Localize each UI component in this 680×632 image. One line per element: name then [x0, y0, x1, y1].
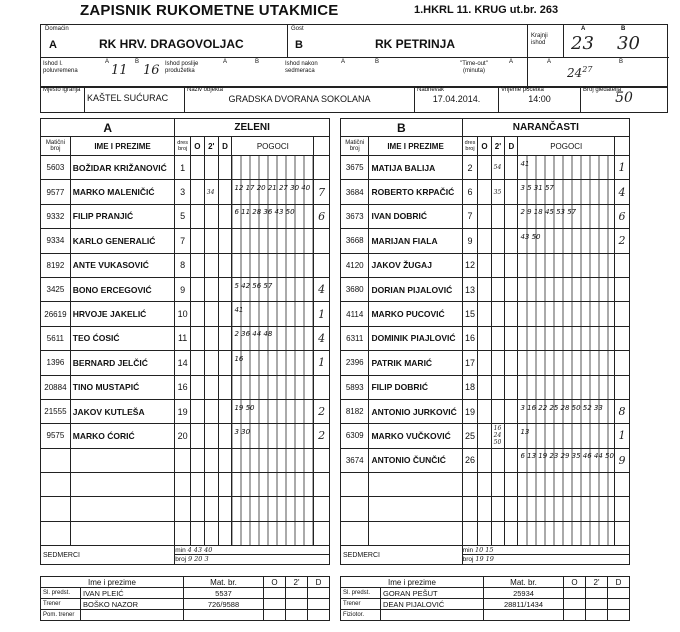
player-name	[70, 497, 175, 521]
goal-minutes: 43 50	[520, 232, 541, 241]
two-minute	[204, 326, 218, 350]
player-row	[341, 277, 630, 301]
goal-total	[614, 497, 629, 521]
player-row	[41, 302, 330, 326]
final-score-a: 23	[571, 33, 594, 54]
two-minute	[491, 521, 505, 545]
home-label: Domaćin	[45, 26, 69, 32]
player-number: 5603	[41, 156, 71, 180]
player-number: 3674	[341, 448, 369, 472]
two-minute	[491, 473, 505, 497]
guest-team-name: RK PETRINJA	[375, 37, 456, 51]
two-minute	[204, 229, 218, 253]
goal-total	[614, 326, 629, 350]
official-role: Trener	[341, 599, 381, 610]
official-name: IVAN PLEIĆ	[81, 588, 184, 599]
jersey-number: 17	[462, 351, 478, 375]
player-row	[341, 375, 630, 399]
guest-label: Gost	[291, 26, 304, 32]
player-number: 4120	[341, 253, 369, 277]
goal-total: 1	[614, 156, 629, 180]
player-number: 6311	[341, 326, 369, 350]
two-minute	[204, 424, 218, 448]
goal-minutes: 19 50	[234, 403, 255, 412]
home-letter: A	[49, 39, 57, 51]
two-minute	[491, 399, 505, 423]
final-col-a: A	[581, 26, 586, 32]
final-col-b: B	[621, 26, 626, 32]
player-name: JAKOV ŽUGAJ	[369, 253, 462, 277]
goal-total	[314, 521, 330, 545]
sedmerci-broj: 9 20 3	[187, 555, 209, 564]
home-team-name: RK HRV. DRAGOVOLJAC	[99, 37, 244, 51]
official-name: GORAN PEŠUT	[381, 588, 484, 599]
goal-minutes: 41	[520, 159, 530, 168]
jersey-number	[175, 497, 191, 521]
venue-hall: GRADSKA DVORANA SOKOLANA	[228, 94, 371, 104]
player-row	[41, 229, 330, 253]
player-row	[341, 497, 630, 521]
two-minute	[491, 326, 505, 350]
player-row	[41, 521, 330, 545]
player-name: MARKO ĆORIĆ	[70, 424, 175, 448]
player-number	[41, 448, 71, 472]
goal-total	[314, 253, 330, 277]
official-mat: 25934	[484, 588, 564, 599]
official-row	[41, 588, 330, 599]
two-minute: 35	[491, 180, 505, 204]
guest-letter: B	[295, 39, 303, 51]
official-name: DEAN PIJALOVIĆ	[381, 599, 484, 610]
goal-minutes	[232, 477, 234, 485]
goal-minutes	[518, 282, 520, 290]
two-minute	[204, 521, 218, 545]
two-minute	[204, 302, 218, 326]
goal-minutes	[518, 355, 520, 363]
player-number	[341, 497, 369, 521]
page-title: ZAPISNIK RUKOMETNE UTAKMICE	[80, 2, 339, 19]
player-name: TEO ĆOSIĆ	[70, 326, 175, 350]
goal-minutes	[232, 526, 234, 534]
jersey-number	[175, 521, 191, 545]
player-name: DORIAN PIJALOVIĆ	[369, 277, 462, 301]
venue-city: KAŠTEL SUĆURAC	[87, 93, 169, 103]
two-minute	[491, 253, 505, 277]
official-mat: 726/9588	[184, 599, 264, 610]
goal-minutes: 16	[234, 354, 244, 363]
jersey-number	[175, 448, 191, 472]
jersey-number: 1	[175, 156, 191, 180]
goal-total: 7	[314, 180, 330, 204]
jersey-number: 14	[175, 351, 191, 375]
goal-total	[314, 497, 330, 521]
start-time: 14:00	[528, 94, 551, 104]
player-row	[341, 302, 630, 326]
jersey-number: 25	[462, 424, 478, 448]
final-score-b: 30	[617, 33, 640, 54]
overtime-label: Ishod poslije produžetka	[165, 61, 199, 74]
player-row	[41, 424, 330, 448]
goal-minutes: 3 16 22 25 28 50 52 33	[520, 403, 603, 412]
player-name: ANTONIO JURKOVIĆ	[369, 399, 462, 423]
player-row	[41, 497, 330, 521]
half-score-b: 16	[143, 63, 160, 78]
goal-minutes: 13	[520, 427, 530, 436]
two-minute	[204, 448, 218, 472]
penalties-label: Ishod nakon sedmeraca	[285, 61, 318, 74]
player-row	[41, 375, 330, 399]
goal-total	[614, 473, 629, 497]
official-role: Pom. trener	[41, 610, 81, 621]
goal-minutes	[518, 501, 520, 509]
goal-total: 4	[314, 277, 330, 301]
two-minute	[204, 375, 218, 399]
player-name: FILIP PRANJIĆ	[70, 204, 175, 228]
player-name	[369, 521, 462, 545]
jersey-number: 26	[462, 448, 478, 472]
team-a-table: A ZELENI Matični broj IME I PREZIME dres broj O 2' D POGOCI 5603 BOŽIDAR KRIŽANOVIĆ 1 9577 MARKO MALENIČIĆ 3 34 $^{12 17 20 21 27 30 40}$ 7 9332 FILIP PRANJIĆ 5 $^{6 11 28 36 43 50}$ 6 9334 KARLO GENERALIĆ 7 8192 ANTE VUKASOVIĆ 8 3425 BONO ERCEGOVIĆ 9 $^{5 42 56 57}$ 4 26619 HRVOJE JAKELIĆ 10 $^{41}$ 1 5611 TEO ĆOSIĆ 11 $^{2 36 44 48}$ 4 1396 BERNARD JELČIĆ 14 $^{16}$ 1 20884 TINO MUSTAPIĆ 16 21555 JAKOV KUTLEŠA 19 $^{19 50}$ 2 9575 MARKO ĆORIĆ 20 $^{3 30}$ 2 SEDMERCI min 4 43 40 broj 9 20 3	[40, 118, 330, 565]
final-label: Krajnji ishod	[531, 33, 548, 46]
player-name: IVAN DOBRIĆ	[369, 204, 462, 228]
sedmerci-broj: 19 19	[475, 555, 494, 564]
goal-minutes	[518, 477, 520, 485]
player-name: HRVOJE JAKELIĆ	[70, 302, 175, 326]
player-name	[70, 521, 175, 545]
goal-minutes	[232, 452, 234, 460]
official-name	[81, 610, 184, 621]
sedmerci-min: 10 15	[474, 546, 494, 555]
two-minute: 16 24 50	[491, 424, 505, 448]
player-number: 3680	[341, 277, 369, 301]
sedmerci-label: SEDMERCI	[341, 546, 463, 565]
goal-minutes: 6 11 28 36 43 50	[234, 208, 295, 217]
player-number: 2396	[341, 351, 369, 375]
player-number: 6309	[341, 424, 369, 448]
jersey-number: 7	[175, 229, 191, 253]
official-role: Sl. predst.	[341, 588, 381, 599]
two-minute	[491, 375, 505, 399]
two-minute: 54	[491, 156, 505, 180]
player-number	[341, 521, 369, 545]
half-score-a: 11	[111, 63, 128, 78]
goal-total: 1	[314, 302, 330, 326]
team-color: NARANČASTI	[462, 119, 629, 137]
jersey-number: 9	[175, 277, 191, 301]
goal-total: 1	[314, 351, 330, 375]
official-row	[341, 610, 630, 621]
goal-minutes: 2 36 44 48	[234, 330, 273, 339]
player-number: 26619	[41, 302, 71, 326]
player-row	[341, 473, 630, 497]
official-mat: 5537	[184, 588, 264, 599]
official-mat: 28811/1434	[484, 599, 564, 610]
player-number: 8182	[341, 399, 369, 423]
two-minute: 34	[204, 180, 218, 204]
player-row	[341, 448, 630, 472]
jersey-number: 18	[462, 375, 478, 399]
goal-total: 6	[614, 204, 629, 228]
jersey-number: 7	[462, 204, 478, 228]
player-name: ANTONIO ČUNČIĆ	[369, 448, 462, 472]
two-minute	[204, 399, 218, 423]
official-row	[341, 599, 630, 610]
player-name: PATRIK MARIĆ	[369, 351, 462, 375]
goal-minutes	[232, 501, 234, 509]
player-row	[41, 473, 330, 497]
player-row	[41, 351, 330, 375]
goal-minutes	[232, 233, 234, 241]
player-row	[41, 180, 330, 204]
goal-minutes: 2 9 18 45 53 57	[520, 208, 577, 217]
goal-minutes	[518, 379, 520, 387]
two-minute	[204, 156, 218, 180]
two-minute	[491, 448, 505, 472]
player-number: 3675	[341, 156, 369, 180]
jersey-number: 6	[462, 180, 478, 204]
player-name: ANTE VUKASOVIĆ	[70, 253, 175, 277]
player-number: 20884	[41, 375, 71, 399]
jersey-number: 8	[175, 253, 191, 277]
goal-minutes	[232, 257, 234, 265]
goal-total	[314, 375, 330, 399]
player-number: 9332	[41, 204, 71, 228]
goal-total	[614, 253, 629, 277]
goal-minutes	[518, 330, 520, 338]
player-row	[341, 204, 630, 228]
player-row	[41, 277, 330, 301]
goal-total	[314, 229, 330, 253]
goal-total: 2	[314, 424, 330, 448]
player-name: FILIP DOBRIĆ	[369, 375, 462, 399]
official-role: Sl. predst.	[41, 588, 81, 599]
player-number: 3673	[341, 204, 369, 228]
player-name	[70, 473, 175, 497]
venue-table: Mjesto igranja KAŠTEL SUĆURAC Naziv objekta GRADSKA DVORANA SOKOLANA Nadnevak 17.04.2014. Vrijeme početka 14:00 Broj gledatelja 50	[40, 86, 668, 113]
jersey-number	[462, 497, 478, 521]
goal-minutes	[232, 379, 234, 387]
player-name: MARIJAN FIALA	[369, 229, 462, 253]
player-row	[341, 156, 630, 180]
goal-total	[614, 375, 629, 399]
player-row	[41, 253, 330, 277]
player-row	[41, 399, 330, 423]
two-minute	[491, 302, 505, 326]
half-label: Ishod I. poluvremena	[43, 61, 78, 74]
goal-total	[614, 351, 629, 375]
official-role: Trener	[41, 599, 81, 610]
jersey-number	[462, 521, 478, 545]
team-color: ZELENI	[175, 119, 330, 137]
player-row	[341, 424, 630, 448]
goal-total: 1	[614, 424, 629, 448]
player-name	[369, 497, 462, 521]
player-number	[41, 497, 71, 521]
player-number: 9334	[41, 229, 71, 253]
goal-total: 9	[614, 448, 629, 472]
two-minute	[491, 277, 505, 301]
two-minute	[491, 229, 505, 253]
jersey-number: 11	[175, 326, 191, 350]
two-minute	[204, 204, 218, 228]
goal-minutes: 6 13 19 23 29 35 46 44 50	[520, 452, 614, 461]
player-number: 3668	[341, 229, 369, 253]
team-letter: A	[41, 119, 175, 137]
official-name: BOŠKO NAZOR	[81, 599, 184, 610]
goal-total	[614, 302, 629, 326]
goal-minutes	[518, 257, 520, 265]
player-number: 4114	[341, 302, 369, 326]
two-minute	[491, 351, 505, 375]
player-number: 8192	[41, 253, 71, 277]
goal-minutes: 12 17 20 21 27 30 40	[234, 184, 311, 193]
goal-minutes: 41	[234, 306, 244, 315]
player-row	[341, 229, 630, 253]
goal-total	[314, 448, 330, 472]
team-a-officials: Ime i prezime Mat. br. O 2' D Sl. predst. IVAN PLEIĆ 5537 Trener BOŠKO NAZOR 726/9588 Pom. trener	[40, 576, 330, 621]
goal-total	[314, 473, 330, 497]
player-row	[341, 521, 630, 545]
timeout-label: "Time-out" (minuta)	[460, 61, 488, 74]
player-number: 9577	[41, 180, 71, 204]
jersey-number: 20	[175, 424, 191, 448]
player-name	[369, 473, 462, 497]
official-name	[381, 610, 484, 621]
two-minute	[204, 253, 218, 277]
goal-minutes	[518, 306, 520, 314]
jersey-number: 13	[462, 277, 478, 301]
goal-minutes: 5 42 56 57	[234, 281, 273, 290]
player-number: 21555	[41, 399, 71, 423]
goal-total	[314, 156, 330, 180]
match-header: Domaćin A RK HRV. DRAGOVOLJAC Gost B RK PETRINJA Krajnji ishod A B 23 30 Ishod I. poluvremena A 11 B 16 Ishod poslije produžetka A B Ishod nakon sedmeraca A B "Time-out" (minuta) A A $24^{27}$ B	[40, 24, 668, 88]
player-name: MARKO MALENIČIĆ	[70, 180, 175, 204]
two-minute	[204, 277, 218, 301]
goal-minutes: 3 30	[234, 427, 251, 436]
goal-total: 4	[314, 326, 330, 350]
official-row	[41, 599, 330, 610]
official-mat	[184, 610, 264, 621]
two-minute	[491, 497, 505, 521]
player-name: MATIJA BALIJA	[369, 156, 462, 180]
player-name: BONO ERCEGOVIĆ	[70, 277, 175, 301]
two-minute	[204, 497, 218, 521]
player-number: 5893	[341, 375, 369, 399]
player-number: 3425	[41, 277, 71, 301]
two-minute	[491, 204, 505, 228]
official-row	[341, 588, 630, 599]
timeout-value: $24^{27}$	[567, 65, 593, 80]
player-name: KARLO GENERALIĆ	[70, 229, 175, 253]
spectators: 50	[615, 90, 633, 106]
goal-total: 6	[314, 204, 330, 228]
player-row	[341, 351, 630, 375]
player-row	[341, 180, 630, 204]
player-row	[341, 326, 630, 350]
jersey-number: 19	[462, 399, 478, 423]
goal-total: 8	[614, 399, 629, 423]
jersey-number: 3	[175, 180, 191, 204]
jersey-number	[175, 473, 191, 497]
player-name: ROBERTO KRPAČIĆ	[369, 180, 462, 204]
player-row	[41, 204, 330, 228]
official-role: Fiziotor.	[341, 610, 381, 621]
goal-minutes	[518, 526, 520, 534]
player-name: BOŽIDAR KRIŽANOVIĆ	[70, 156, 175, 180]
player-row	[41, 448, 330, 472]
player-name: MARKO VUČKOVIĆ	[369, 424, 462, 448]
two-minute	[204, 473, 218, 497]
player-number	[341, 473, 369, 497]
sedmerci-label: SEDMERCI	[41, 546, 175, 565]
jersey-number: 12	[462, 253, 478, 277]
player-row	[41, 156, 330, 180]
official-row	[41, 610, 330, 621]
goal-total: 4	[614, 180, 629, 204]
player-name: BERNARD JELČIĆ	[70, 351, 175, 375]
player-name: TINO MUSTAPIĆ	[70, 375, 175, 399]
player-number	[41, 521, 71, 545]
player-number: 9575	[41, 424, 71, 448]
player-row	[341, 253, 630, 277]
jersey-number: 19	[175, 399, 191, 423]
two-minute	[204, 351, 218, 375]
player-row	[341, 399, 630, 423]
jersey-number: 10	[175, 302, 191, 326]
player-number: 3684	[341, 180, 369, 204]
team-b-table: B NARANČASTI Matični broj IME I PREZIME dres broj O 2' D POGOCI 3675 MATIJA BALIJA 2 54 $^{41}$ 1 3684 ROBERTO KRPAČIĆ 6 35 $^{3 5 31 57}$ 4 3673 IVAN DOBRIĆ 7 $^{2 9 18 45 53 57}$ 6 3668 MARIJAN FIALA 9 $^{43 50}$ 2 4120 JAKOV ŽUGAJ 12 3680 DORIAN PIJALOVIĆ 13 4114 MARKO PUCOVIĆ 15 6311 DOMINIK PIAJLOVIĆ 16 2396 PATRIK MARIĆ 17 5893 FILIP DOBRIĆ 18 8182 ANTONIO JURKOVIĆ 19 $^{3 16 22 25 28 50 52 33}$ 8 6309 MARKO VUČKOVIĆ 25 16 24 50 $^{13}$ 1 3674 ANTONIO ČUNČIĆ 26 $^{6 13 19 23 29 35 46 44 50}$ 9 SEDMERCI min 10 15 broj 19 19	[340, 118, 630, 565]
goal-minutes: 3 5 31 57	[520, 184, 554, 193]
jersey-number: 16	[175, 375, 191, 399]
player-name: DOMINIK PIAJLOVIĆ	[369, 326, 462, 350]
player-number: 5611	[41, 326, 71, 350]
jersey-number	[462, 473, 478, 497]
goal-total: 2	[314, 399, 330, 423]
sedmerci-min: 4 43 40	[187, 546, 213, 555]
goal-minutes	[232, 160, 234, 168]
match-date: 17.04.2014.	[432, 94, 481, 104]
jersey-number: 2	[462, 156, 478, 180]
goal-total	[614, 521, 629, 545]
team-letter: B	[341, 119, 463, 137]
player-name	[70, 448, 175, 472]
goal-total: 2	[614, 229, 629, 253]
player-name: JAKOV KUTLEŠA	[70, 399, 175, 423]
player-number: 1396	[41, 351, 71, 375]
team-b-officials: Ime i prezime Mat. br. O 2' D Sl. predst. GORAN PEŠUT 25934 Trener DEAN PIJALOVIĆ 28811/1434 Fiziotor.	[340, 576, 630, 621]
jersey-number: 9	[462, 229, 478, 253]
jersey-number: 15	[462, 302, 478, 326]
player-number	[41, 473, 71, 497]
jersey-number: 5	[175, 204, 191, 228]
player-name: MARKO PUCOVIĆ	[369, 302, 462, 326]
player-row	[41, 326, 330, 350]
jersey-number: 16	[462, 326, 478, 350]
goal-total	[614, 277, 629, 301]
league-round: 1.HKRL 11. KRUG ut.br. 263	[414, 4, 559, 16]
official-mat	[484, 610, 564, 621]
